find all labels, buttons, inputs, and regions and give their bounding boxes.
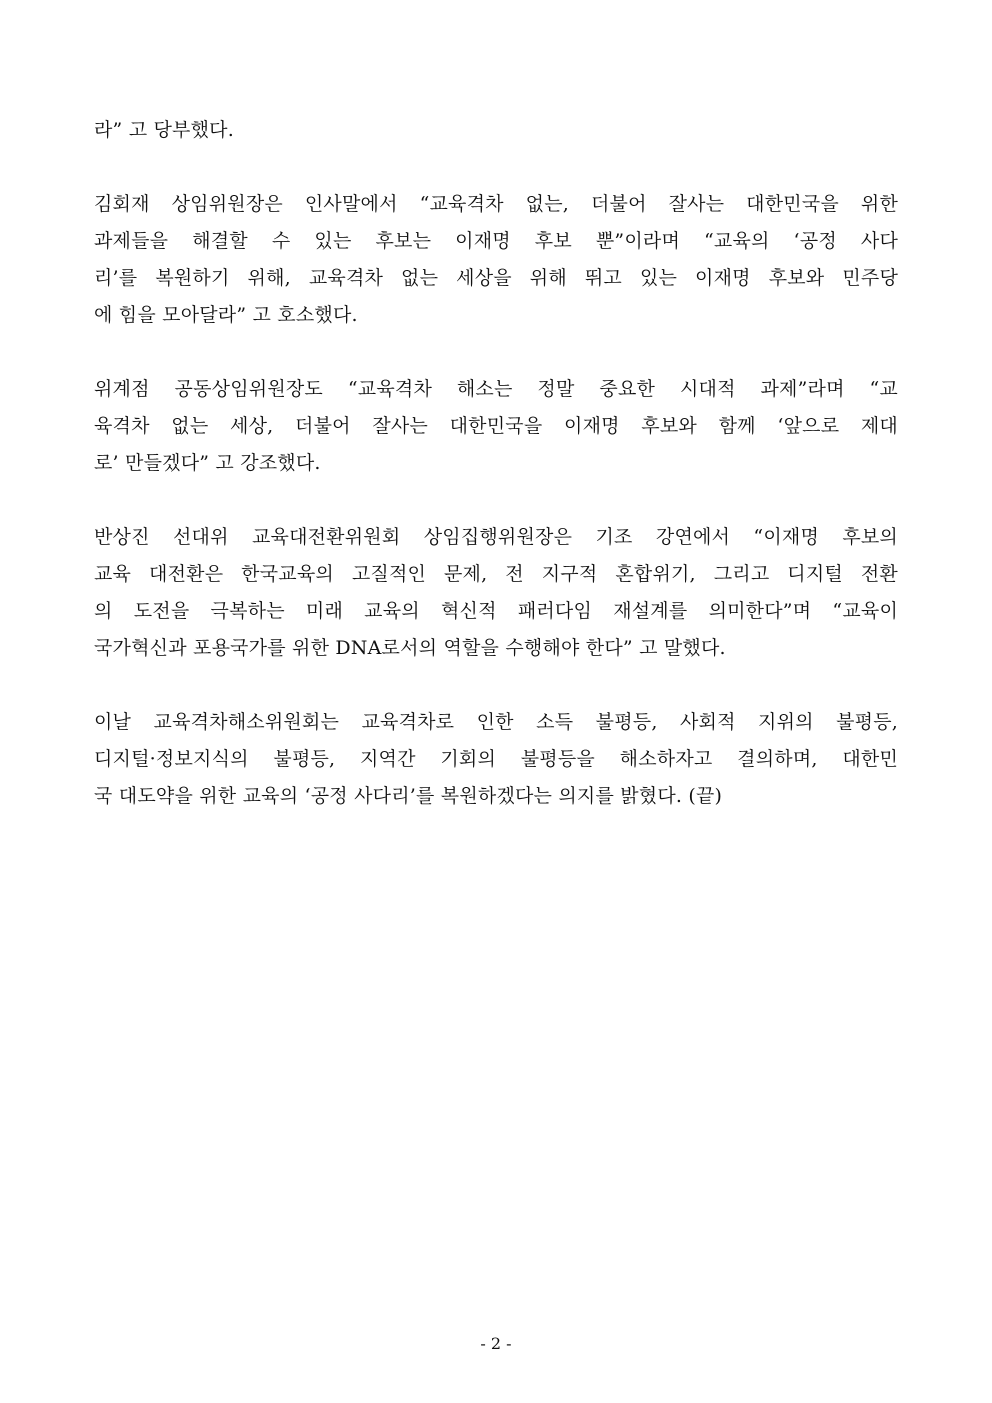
text-line: 김회재 상임위원장은 인사말에서 “교육격차 없는, 더불어 잘사는 대한민국을 위한: [94, 193, 898, 215]
paragraph-wi-gyejeom-remarks: [94, 371, 898, 482]
text-line: 이날 교육격차해소위원회는 교육격차로 인한 소득 불평등, 사회적 지위의 불평등,: [94, 711, 898, 733]
text-line: 의 도전을 극복하는 미래 교육의 혁신적 패러다임 재설계를 의미한다”며 “교육이: [94, 600, 898, 622]
text-line: 디지털·정보지식의 불평등, 지역간 기회의 불평등을 해소하자고 결의하며, 대한민: [94, 748, 898, 770]
text-line: 라” 고 당부했다.: [94, 119, 234, 141]
document-body: [94, 112, 898, 852]
text-line: 위계점 공동상임위원장도 “교육격차 해소는 정말 중요한 시대적 과제”라며 “교: [94, 378, 898, 400]
text-line: 교육 대전환은 한국교육의 고질적인 문제, 전 지구적 혼합위기, 그리고 디지털 전환: [94, 563, 898, 585]
text-line: 국가혁신과 포용국가를 위한 DNA로서의 역할을 수행해야 한다” 고 말했다.: [94, 637, 726, 659]
text-line: 과제들을 해결할 수 있는 후보는 이재명 후보 뿐”이라며 “교육의 ‘공정 사다: [94, 230, 898, 252]
paragraph-ban-sangjin-keynote: [94, 519, 898, 667]
text-line: 에 힘을 모아달라” 고 호소했다.: [94, 304, 358, 326]
text-line: 국 대도약을 위한 교육의 ‘공정 사다리’를 복원하겠다는 의지를 밝혔다. (끝): [94, 785, 723, 807]
page-number: - 2 -: [480, 1334, 512, 1353]
text-line: 리’를 복원하기 위해, 교육격차 없는 세상을 위해 뛰고 있는 이재명 후보와 민주당: [94, 267, 898, 289]
paragraph-kim-hoejae-greeting: [94, 186, 898, 334]
paragraph-closing-quote: [94, 112, 898, 149]
paragraph-committee-resolution: [94, 704, 898, 815]
text-line: 반상진 선대위 교육대전환위원회 상임집행위원장은 기조 강연에서 “이재명 후보의: [94, 526, 898, 548]
text-line: 로’ 만들겠다” 고 강조했다.: [94, 452, 321, 474]
text-line: 육격차 없는 세상, 더불어 잘사는 대한민국을 이재명 후보와 함께 ‘앞으로 제대: [94, 415, 898, 437]
